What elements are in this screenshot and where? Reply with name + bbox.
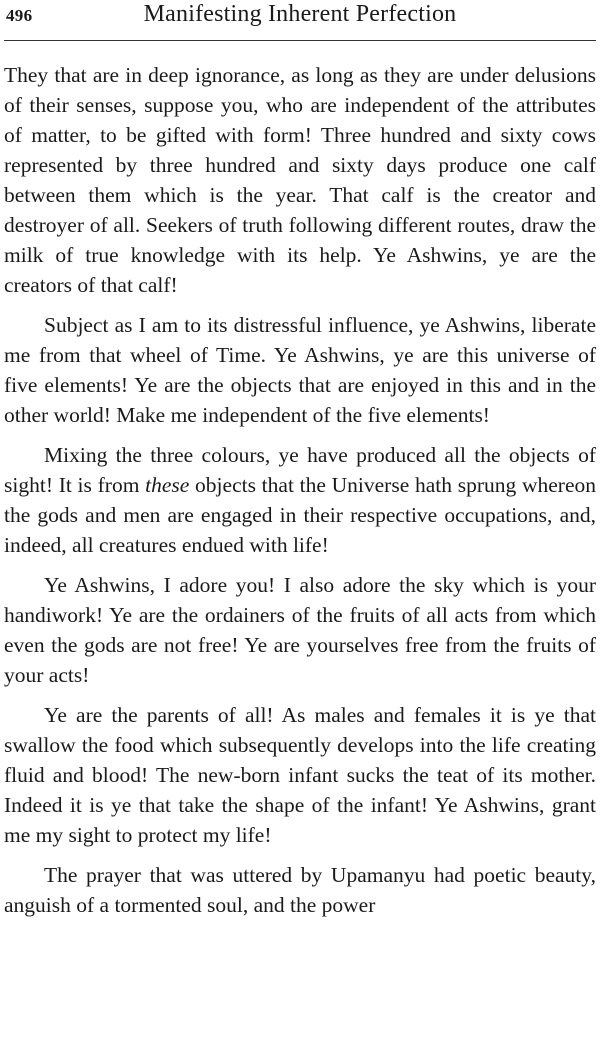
body-text [4,60,596,930]
paragraph-3-emphasis: these [145,473,190,497]
page-number: 496 [6,6,33,25]
paragraph-5: Ye are the parents of all! As males and females it is ye that swallow the food which subsequently develops into the life creating fluid and blood! The new-born infant sucks the teat of its mother. Indeed it is ye that take the shape of the infant! Ye Ashwins, grant me my sight to protect my life! [4,703,596,847]
paragraph-3-after: objects that the Universe hath sprung whereon the gods and men are engaged in their respective occupations, and, indeed, all creatures endued with life! [4,473,596,557]
running-title: Manifesting Inherent Perfection [143,1,457,27]
paragraph-2: Subject as I am to its distressful influence, ye Ashwins, liberate me from that wheel of Time. Ye Ashwins, ye are this universe of five elements! Ye are the objects that are enjoyed in this and in the other world! Make me independent of the five elements! [4,313,596,427]
page-header [4,0,596,41]
paragraph-3 [4,440,596,560]
paragraph-1: They that are in deep ignorance, as long as they are under delusions of their senses, suppose you, who are independent of the attributes of matter, to be gifted with form! Three hundred and sixty cows represented by three hundred and sixty days produce one calf between them which is the year. That calf is the creator and destroyer of all. Seekers of truth following different routes, draw the milk of true knowledge with its help. Ye Ashwins, ye are the creators of that calf! [4,63,596,297]
paragraph-6: The prayer that was uttered by Upamanyu had poetic beauty, anguish of a tormented soul, and the power [4,863,596,917]
paragraph-4: Ye Ashwins, I adore you! I also adore the sky which is your handiwork! Ye are the ordainers of the fruits of all acts from which even the gods are not free! Ye are yourselves free from the fruits of your acts! [4,573,596,687]
paragraph-3-before: Mixing the three colours, ye have produced all the objects of sight! It is from [4,443,596,497]
